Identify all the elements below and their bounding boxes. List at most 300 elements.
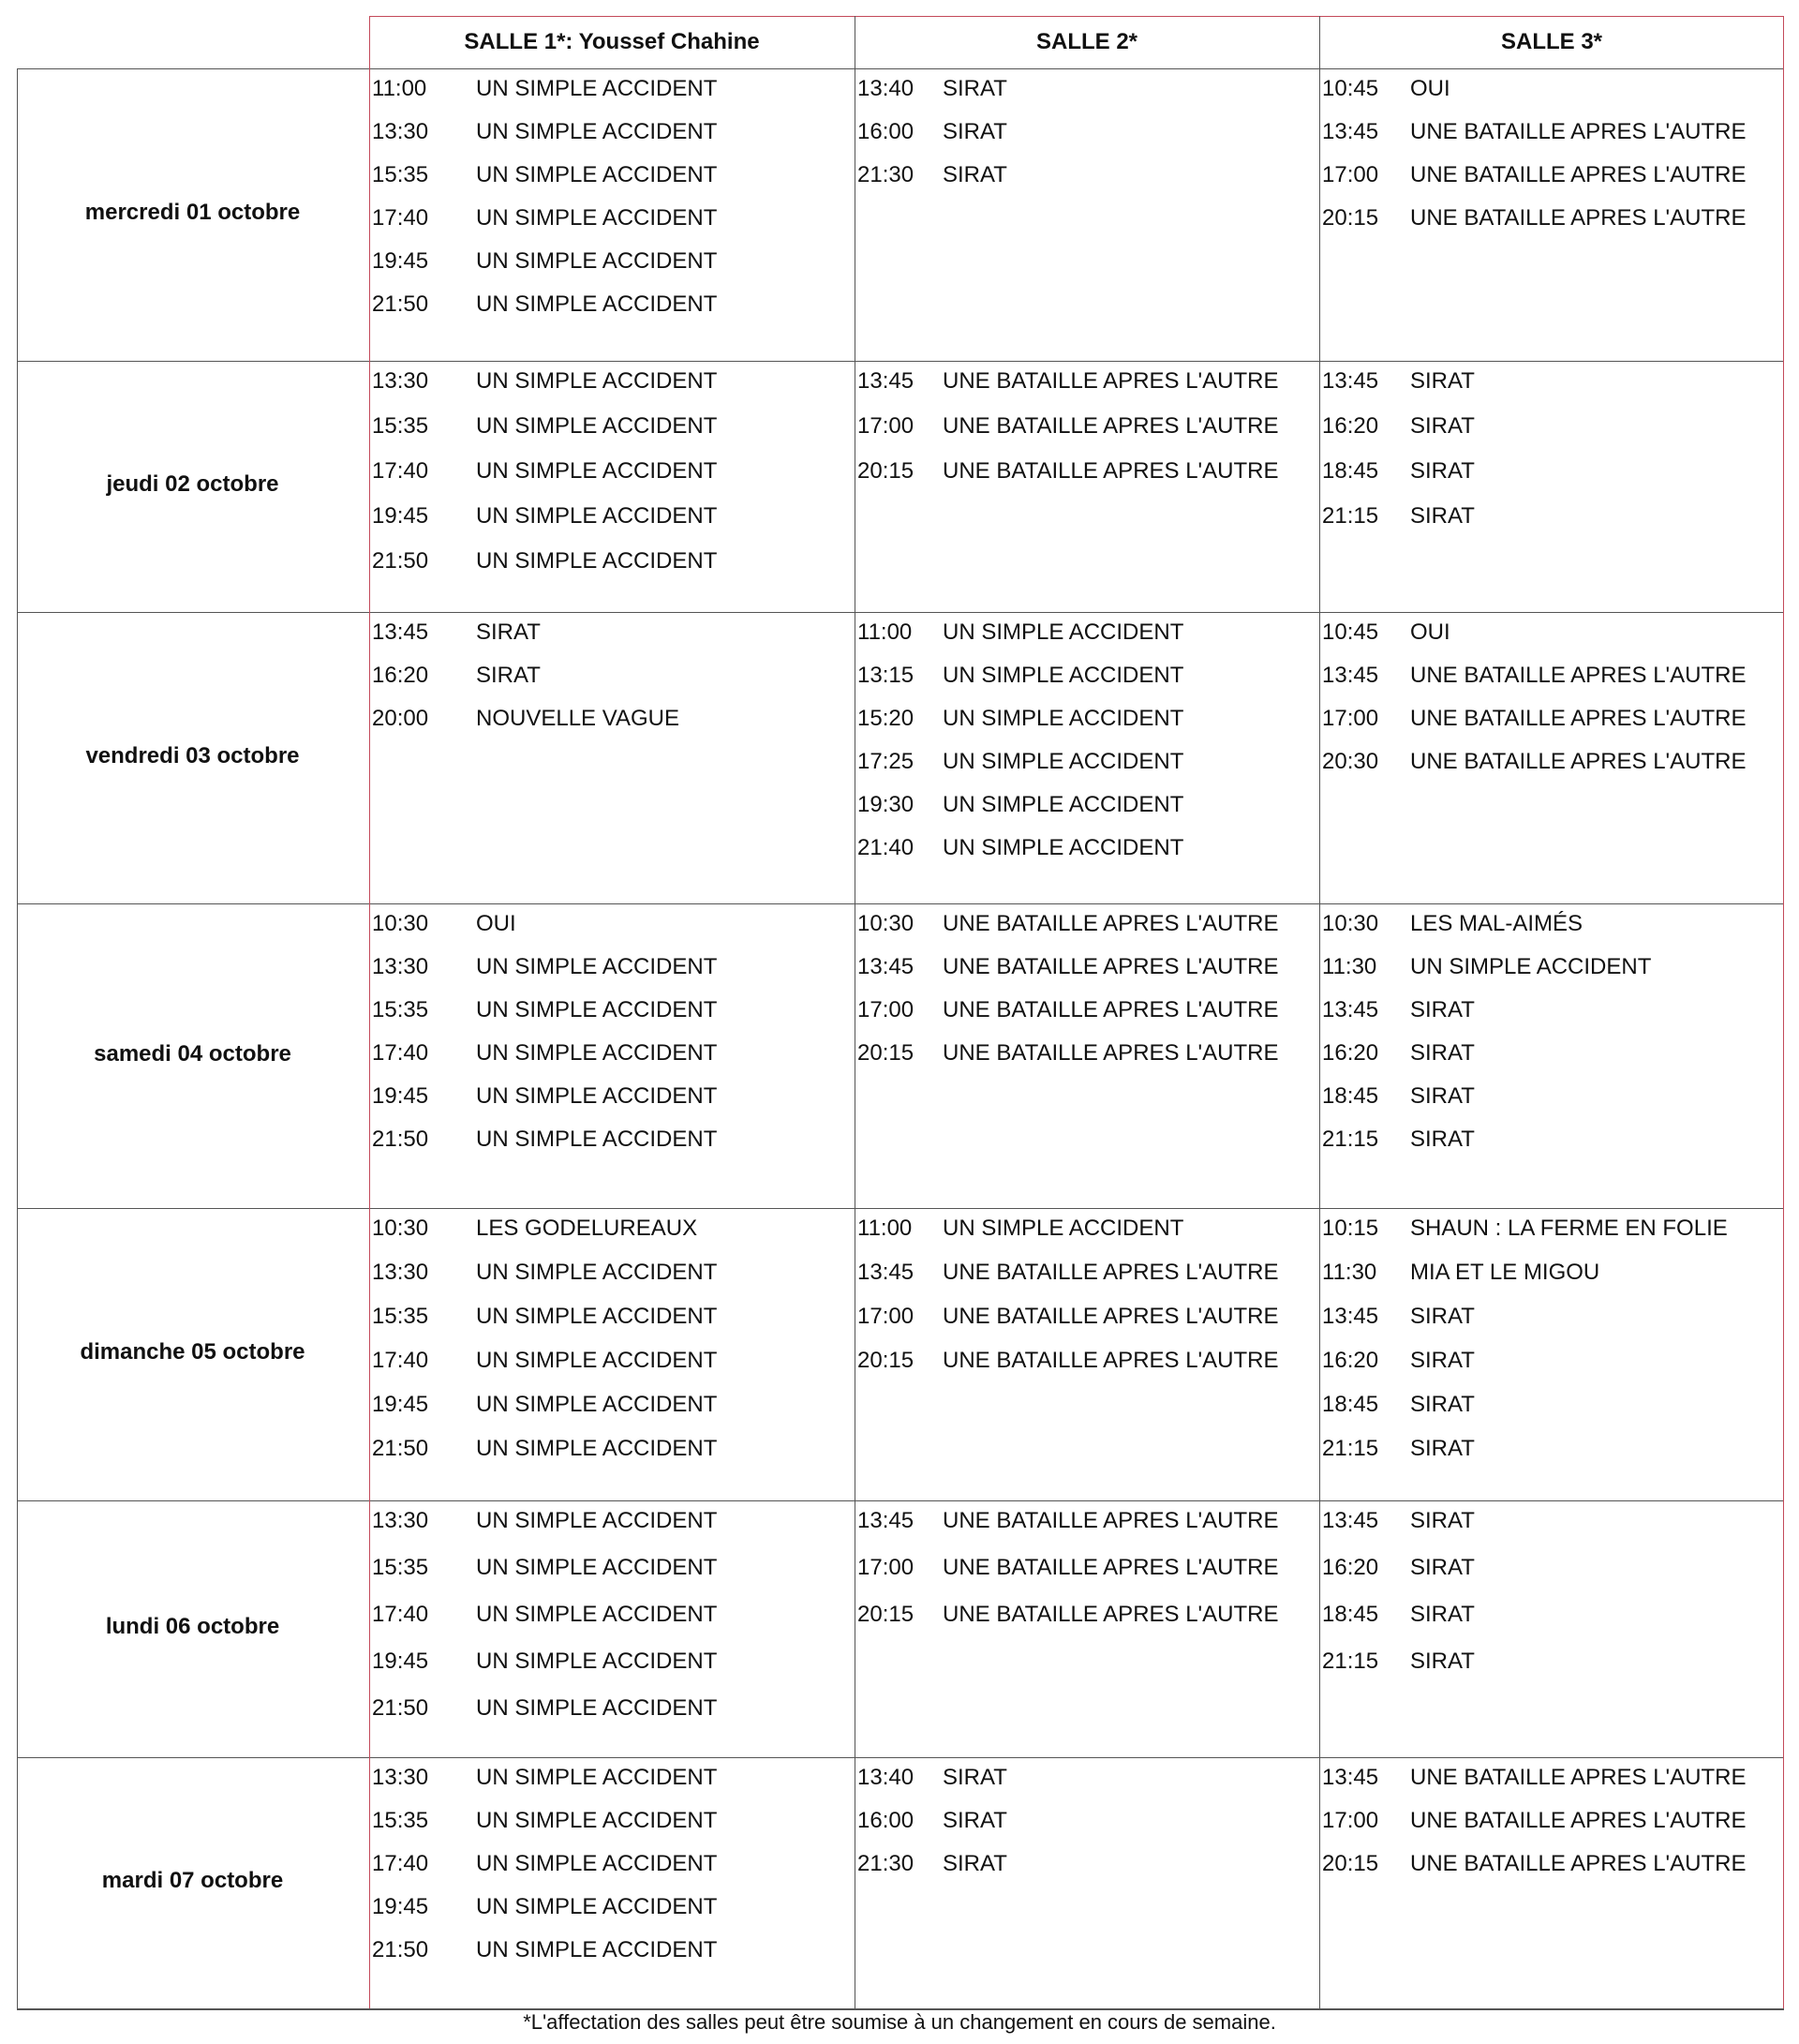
hall3-header: SALLE 3* — [1500, 29, 1603, 54]
hall1-cell — [369, 903, 855, 1208]
screening-time: 15:35 — [372, 1555, 429, 1580]
screening-time: 17:40 — [372, 1851, 429, 1876]
screening-time: 19:45 — [372, 248, 429, 274]
screening-time: 13:45 — [1322, 1765, 1379, 1790]
film-title: NOUVELLE VAGUE — [476, 706, 679, 731]
screening-time: 21:40 — [857, 835, 914, 860]
day-row — [17, 1757, 1784, 2008]
screening — [369, 543, 855, 580]
screening-time: 13:30 — [372, 1260, 429, 1285]
screening-time: 17:00 — [1322, 1808, 1379, 1833]
screening-time: 18:45 — [1322, 1083, 1379, 1109]
screening — [369, 1845, 855, 1883]
day-label: lundi 06 octobre — [105, 1614, 280, 1639]
screening — [855, 1298, 1319, 1335]
screening-time: 17:40 — [372, 1040, 429, 1066]
screening-time: 13:45 — [1322, 119, 1379, 144]
screening-time: 16:20 — [372, 663, 429, 688]
screening — [855, 1254, 1319, 1291]
screening-time: 18:45 — [1322, 1602, 1379, 1627]
film-title: UN SIMPLE ACCIDENT — [476, 954, 718, 979]
film-title: SHAUN : LA FERME EN FOLIE — [1410, 1216, 1728, 1241]
screening — [369, 700, 855, 738]
screening — [369, 1035, 855, 1072]
film-title: UNE BATAILLE APRES L'AUTRE — [943, 1348, 1279, 1373]
film-title: UN SIMPLE ACCIDENT — [476, 1083, 718, 1109]
film-title: UN SIMPLE ACCIDENT — [476, 1937, 718, 1962]
screening-time: 11:00 — [857, 619, 913, 645]
screening — [1319, 1759, 1784, 1797]
screening-time: 10:15 — [1322, 1216, 1379, 1241]
screening-time: 15:35 — [372, 413, 429, 439]
film-title: LES GODELUREAUX — [476, 1216, 698, 1241]
film-title: OUI — [476, 911, 516, 936]
screening — [369, 657, 855, 694]
film-title: UNE BATAILLE APRES L'AUTRE — [943, 458, 1279, 484]
film-title: UN SIMPLE ACCIDENT — [476, 1851, 718, 1876]
screening-time: 20:15 — [857, 458, 914, 484]
film-title: UN SIMPLE ACCIDENT — [943, 706, 1184, 731]
screening-time: 10:30 — [857, 911, 914, 936]
screening — [855, 1035, 1319, 1072]
film-title: SIRAT — [943, 119, 1007, 144]
film-title: UN SIMPLE ACCIDENT — [476, 162, 718, 187]
screening — [855, 1596, 1319, 1634]
screening — [1319, 1643, 1784, 1680]
screening — [1319, 1078, 1784, 1115]
hall1-cell — [369, 1757, 855, 2008]
screening — [369, 1596, 855, 1634]
screening-time: 16:00 — [857, 119, 914, 144]
film-title: UN SIMPLE ACCIDENT — [476, 1392, 718, 1417]
screening — [855, 829, 1319, 867]
screening — [369, 408, 855, 445]
screening — [855, 657, 1319, 694]
screening — [1319, 1430, 1784, 1468]
film-title: SIRAT — [943, 1765, 1007, 1790]
film-title: UN SIMPLE ACCIDENT — [476, 1695, 718, 1721]
hall1-cell — [369, 1500, 855, 1757]
day-row — [17, 612, 1784, 903]
screening-time: 15:20 — [857, 706, 914, 731]
day-separator — [17, 903, 1784, 904]
screening — [1319, 700, 1784, 738]
film-title: SIRAT — [943, 1851, 1007, 1876]
screening-time: 21:50 — [372, 291, 429, 317]
screening — [855, 948, 1319, 986]
hall1-header: SALLE 1*: Youssef Chahine — [464, 29, 760, 54]
film-title: UN SIMPLE ACCIDENT — [476, 1602, 718, 1627]
film-title: UNE BATAILLE APRES L'AUTRE — [1410, 205, 1747, 231]
header-bottom-border — [17, 68, 1784, 69]
screening — [1319, 657, 1784, 694]
screening-time: 10:30 — [372, 1216, 429, 1241]
screening — [369, 200, 855, 237]
film-title: UNE BATAILLE APRES L'AUTRE — [1410, 1808, 1747, 1833]
film-title: SIRAT — [1410, 1304, 1475, 1329]
screening — [369, 157, 855, 194]
film-title: SIRAT — [943, 162, 1007, 187]
film-title: UN SIMPLE ACCIDENT — [943, 619, 1184, 645]
screening — [1319, 1298, 1784, 1335]
screening — [855, 363, 1319, 400]
screening — [369, 1802, 855, 1840]
film-title: SIRAT — [1410, 503, 1475, 529]
screening-time: 13:45 — [372, 619, 429, 645]
film-title: UN SIMPLE ACCIDENT — [476, 205, 718, 231]
film-title: UN SIMPLE ACCIDENT — [476, 1260, 718, 1285]
film-title: UN SIMPLE ACCIDENT — [476, 1040, 718, 1066]
screening — [1319, 200, 1784, 237]
film-title: UNE BATAILLE APRES L'AUTRE — [1410, 1765, 1747, 1790]
film-title: SIRAT — [1410, 1649, 1475, 1674]
screening-time: 20:15 — [1322, 205, 1379, 231]
film-title: UN SIMPLE ACCIDENT — [943, 792, 1184, 817]
hall3-cell — [1319, 1208, 1784, 1500]
film-title: SIRAT — [1410, 1436, 1475, 1461]
film-title: UNE BATAILLE APRES L'AUTRE — [1410, 749, 1747, 774]
screening-time: 21:50 — [372, 1126, 429, 1152]
screening-time: 17:40 — [372, 205, 429, 231]
screening-time: 15:35 — [372, 1808, 429, 1833]
film-title: UN SIMPLE ACCIDENT — [476, 291, 718, 317]
day-separator — [17, 361, 1784, 362]
film-title: SIRAT — [1410, 458, 1475, 484]
film-title: UNE BATAILLE APRES L'AUTRE — [943, 954, 1279, 979]
film-title: SIRAT — [943, 1808, 1007, 1833]
screening-time: 21:15 — [1322, 1649, 1379, 1674]
day-row — [17, 1500, 1784, 1757]
screening-time: 19:30 — [857, 792, 914, 817]
hall3-cell — [1319, 361, 1784, 612]
hall3-cell — [1319, 68, 1784, 361]
film-title: UN SIMPLE ACCIDENT — [476, 1894, 718, 1919]
screening — [1319, 1386, 1784, 1424]
screening-time: 21:50 — [372, 1937, 429, 1962]
screening-time: 20:15 — [857, 1348, 914, 1373]
hall3-cell — [1319, 1500, 1784, 1757]
screening-time: 10:45 — [1322, 619, 1379, 645]
film-title: UN SIMPLE ACCIDENT — [476, 548, 718, 574]
film-title: MIA ET LE MIGOU — [1410, 1260, 1600, 1285]
screening — [369, 1386, 855, 1424]
film-title: SIRAT — [1410, 1083, 1475, 1109]
film-title: UN SIMPLE ACCIDENT — [476, 1765, 718, 1790]
film-title: UN SIMPLE ACCIDENT — [476, 458, 718, 484]
screening-time: 20:15 — [857, 1040, 914, 1066]
screening-time: 21:30 — [857, 1851, 914, 1876]
film-title: UNE BATAILLE APRES L'AUTRE — [943, 1555, 1279, 1580]
screening-time: 16:20 — [1322, 413, 1379, 439]
screening-time: 13:45 — [1322, 1304, 1379, 1329]
screening-time: 13:45 — [857, 954, 914, 979]
film-title: UN SIMPLE ACCIDENT — [476, 1649, 718, 1674]
hall1-cell — [369, 1208, 855, 1500]
screening-time: 13:45 — [1322, 663, 1379, 688]
screening — [369, 286, 855, 323]
screening — [855, 453, 1319, 490]
screening-time: 11:00 — [372, 76, 427, 101]
screening — [855, 113, 1319, 151]
screening — [1319, 1549, 1784, 1587]
film-title: UN SIMPLE ACCIDENT — [476, 1436, 718, 1461]
day-label: mercredi 01 octobre — [84, 200, 301, 225]
hall3-cell — [1319, 612, 1784, 903]
screening-time: 13:30 — [372, 368, 429, 394]
screening-time: 20:15 — [857, 1602, 914, 1627]
screening — [1319, 70, 1784, 108]
hall2-cell — [855, 903, 1319, 1208]
day-row — [17, 361, 1784, 612]
screening-time: 17:00 — [857, 413, 914, 439]
screening — [1319, 1845, 1784, 1883]
screening — [369, 992, 855, 1029]
screening-time: 18:45 — [1322, 1392, 1379, 1417]
screening-time: 20:15 — [1322, 1851, 1379, 1876]
screening-time: 18:45 — [1322, 458, 1379, 484]
screening-time: 19:45 — [372, 1392, 429, 1417]
film-title: UNE BATAILLE APRES L'AUTRE — [1410, 663, 1747, 688]
day-label: samedi 04 octobre — [94, 1040, 291, 1067]
screening-time: 13:45 — [1322, 368, 1379, 394]
screening-time: 17:00 — [857, 1555, 914, 1580]
screening — [369, 70, 855, 108]
hall3-cell — [1319, 903, 1784, 1208]
screening-time: 17:40 — [372, 1602, 429, 1627]
screening-time: 17:00 — [857, 1304, 914, 1329]
film-title: UNE BATAILLE APRES L'AUTRE — [943, 1260, 1279, 1285]
screening — [1319, 992, 1784, 1029]
hall1-cell — [369, 612, 855, 903]
screening-time: 13:40 — [857, 76, 914, 101]
screening-time: 20:30 — [1322, 749, 1379, 774]
screening — [855, 1502, 1319, 1540]
screening-time: 19:45 — [372, 1649, 429, 1674]
screening — [855, 786, 1319, 824]
right-border — [1783, 16, 1784, 2008]
day-label: vendredi 03 octobre — [85, 742, 300, 768]
day-label: jeudi 02 octobre — [106, 471, 279, 497]
film-title: OUI — [1410, 619, 1450, 645]
screening — [1319, 1210, 1784, 1247]
screening-time: 21:15 — [1322, 1436, 1379, 1461]
room-change-footnote: *L'affectation des salles peut être soumise à un changement en cours de semaine. — [523, 2010, 1276, 2034]
film-title: UN SIMPLE ACCIDENT — [943, 663, 1184, 688]
hall1-cell — [369, 68, 855, 361]
film-title: UN SIMPLE ACCIDENT — [476, 1555, 718, 1580]
schedule-table — [17, 16, 1784, 2008]
screening-time: 19:45 — [372, 1083, 429, 1109]
screening — [1319, 1035, 1784, 1072]
screening-time: 15:35 — [372, 1304, 429, 1329]
film-title: UN SIMPLE ACCIDENT — [476, 119, 718, 144]
screening-time: 19:45 — [372, 503, 429, 529]
screening-time: 15:35 — [372, 162, 429, 187]
screening — [369, 1430, 855, 1468]
screening — [369, 1759, 855, 1797]
screening — [369, 1690, 855, 1727]
screening — [855, 905, 1319, 943]
screening — [1319, 453, 1784, 490]
screening — [369, 1932, 855, 1969]
hall2-cell — [855, 1757, 1319, 2008]
screening — [1319, 614, 1784, 651]
screening — [1319, 743, 1784, 781]
day-label: dimanche 05 octobre — [80, 1339, 305, 1365]
screening-time: 21:50 — [372, 1695, 429, 1721]
screening — [369, 905, 855, 943]
screening — [369, 498, 855, 535]
hall2-cell — [855, 68, 1319, 361]
day-row — [17, 1208, 1784, 1500]
screening — [369, 614, 855, 651]
screening-time: 13:40 — [857, 1765, 914, 1790]
screening-time: 21:30 — [857, 162, 914, 187]
screening-time: 13:30 — [372, 1765, 429, 1790]
hall2-cell — [855, 361, 1319, 612]
screening — [855, 1210, 1319, 1247]
header-top-border — [369, 16, 1784, 17]
film-title: UNE BATAILLE APRES L'AUTRE — [943, 997, 1279, 1022]
screening-time: 13:45 — [857, 1260, 914, 1285]
day-separator — [17, 1757, 1784, 1758]
film-title: SIRAT — [1410, 1040, 1475, 1066]
screening — [369, 1078, 855, 1115]
screening-time: 10:30 — [372, 911, 429, 936]
screening — [855, 1342, 1319, 1380]
film-title: SIRAT — [1410, 1508, 1475, 1533]
screening-time: 16:20 — [1322, 1348, 1379, 1373]
screening — [369, 1298, 855, 1335]
film-title: SIRAT — [1410, 413, 1475, 439]
screening — [369, 1888, 855, 1926]
screening — [1319, 948, 1784, 986]
day-label: mardi 07 octobre — [101, 1868, 284, 1893]
screening — [855, 70, 1319, 108]
screening-time: 13:45 — [1322, 1508, 1379, 1533]
screening — [369, 1643, 855, 1680]
screening — [1319, 905, 1784, 943]
screening — [855, 157, 1319, 194]
screening-time: 16:20 — [1322, 1040, 1379, 1066]
screening-time: 17:25 — [857, 749, 914, 774]
screening — [1319, 1596, 1784, 1634]
film-title: UN SIMPLE ACCIDENT — [476, 1126, 718, 1152]
screening — [369, 453, 855, 490]
film-title: UNE BATAILLE APRES L'AUTRE — [943, 1304, 1279, 1329]
screening — [1319, 408, 1784, 445]
screening — [1319, 1254, 1784, 1291]
film-title: SIRAT — [476, 663, 541, 688]
film-title: UN SIMPLE ACCIDENT — [1410, 954, 1652, 979]
screening — [369, 1502, 855, 1540]
film-title: SIRAT — [1410, 1555, 1475, 1580]
day-row — [17, 68, 1784, 361]
film-title: SIRAT — [1410, 368, 1475, 394]
screening-time: 13:15 — [857, 663, 914, 688]
film-title: UNE BATAILLE APRES L'AUTRE — [1410, 1851, 1747, 1876]
hall2-header: SALLE 2* — [1035, 29, 1138, 54]
screening-time: 21:50 — [372, 1436, 429, 1461]
film-title: UN SIMPLE ACCIDENT — [943, 835, 1184, 860]
film-title: UN SIMPLE ACCIDENT — [476, 997, 718, 1022]
screening — [369, 1549, 855, 1587]
screening — [369, 1121, 855, 1158]
film-title: UNE BATAILLE APRES L'AUTRE — [943, 911, 1279, 936]
day-row — [17, 903, 1784, 1208]
day-separator — [17, 1208, 1784, 1209]
film-title: UNE BATAILLE APRES L'AUTRE — [943, 413, 1279, 439]
screening-time: 17:40 — [372, 1348, 429, 1373]
screening — [855, 992, 1319, 1029]
hall1-left-border — [369, 16, 370, 2008]
hall3-cell — [1319, 1757, 1784, 2008]
film-title: UNE BATAILLE APRES L'AUTRE — [1410, 706, 1747, 731]
screening — [1319, 1502, 1784, 1540]
screening-time: 11:30 — [1322, 1260, 1377, 1285]
film-title: SIRAT — [1410, 997, 1475, 1022]
screening-time: 13:45 — [857, 1508, 914, 1533]
screening — [369, 1342, 855, 1380]
film-title: UNE BATAILLE APRES L'AUTRE — [943, 368, 1279, 394]
film-title: SIRAT — [1410, 1348, 1475, 1373]
screening-time: 16:00 — [857, 1808, 914, 1833]
screening-time: 17:00 — [857, 997, 914, 1022]
left-border — [17, 68, 18, 2008]
screening-time: 19:45 — [372, 1894, 429, 1919]
screening — [369, 1254, 855, 1291]
screening — [1319, 1802, 1784, 1840]
screening — [855, 700, 1319, 738]
screening — [855, 1845, 1319, 1883]
film-title: UNE BATAILLE APRES L'AUTRE — [943, 1040, 1279, 1066]
screening-time: 16:20 — [1322, 1555, 1379, 1580]
screening — [855, 408, 1319, 445]
screening-time: 13:30 — [372, 1508, 429, 1533]
screening-time: 10:30 — [1322, 911, 1379, 936]
screening — [1319, 157, 1784, 194]
hall2-cell — [855, 1208, 1319, 1500]
film-title: UNE BATAILLE APRES L'AUTRE — [943, 1508, 1279, 1533]
screening — [1319, 1342, 1784, 1380]
film-title: SIRAT — [476, 619, 541, 645]
screening — [1319, 498, 1784, 535]
film-title: UN SIMPLE ACCIDENT — [476, 76, 718, 101]
screening — [855, 1549, 1319, 1587]
screening-time: 17:00 — [1322, 162, 1379, 187]
screening-time: 17:00 — [1322, 706, 1379, 731]
screening — [369, 1210, 855, 1247]
screening-time: 11:30 — [1322, 954, 1377, 979]
screening — [855, 743, 1319, 781]
screening — [369, 948, 855, 986]
screening-time: 17:40 — [372, 458, 429, 484]
screening — [369, 243, 855, 280]
screening-time: 20:00 — [372, 706, 429, 731]
film-title: UN SIMPLE ACCIDENT — [476, 413, 718, 439]
film-title: UNE BATAILLE APRES L'AUTRE — [1410, 119, 1747, 144]
screening-time: 21:15 — [1322, 1126, 1379, 1152]
screening — [855, 1802, 1319, 1840]
hall2-cell — [855, 612, 1319, 903]
film-title: LES MAL-AIMÉS — [1410, 911, 1583, 936]
film-title: UN SIMPLE ACCIDENT — [476, 368, 718, 394]
film-title: SIRAT — [1410, 1602, 1475, 1627]
screening — [1319, 363, 1784, 400]
screening-time: 13:30 — [372, 119, 429, 144]
film-title: SIRAT — [1410, 1126, 1475, 1152]
screening-time: 21:50 — [372, 548, 429, 574]
